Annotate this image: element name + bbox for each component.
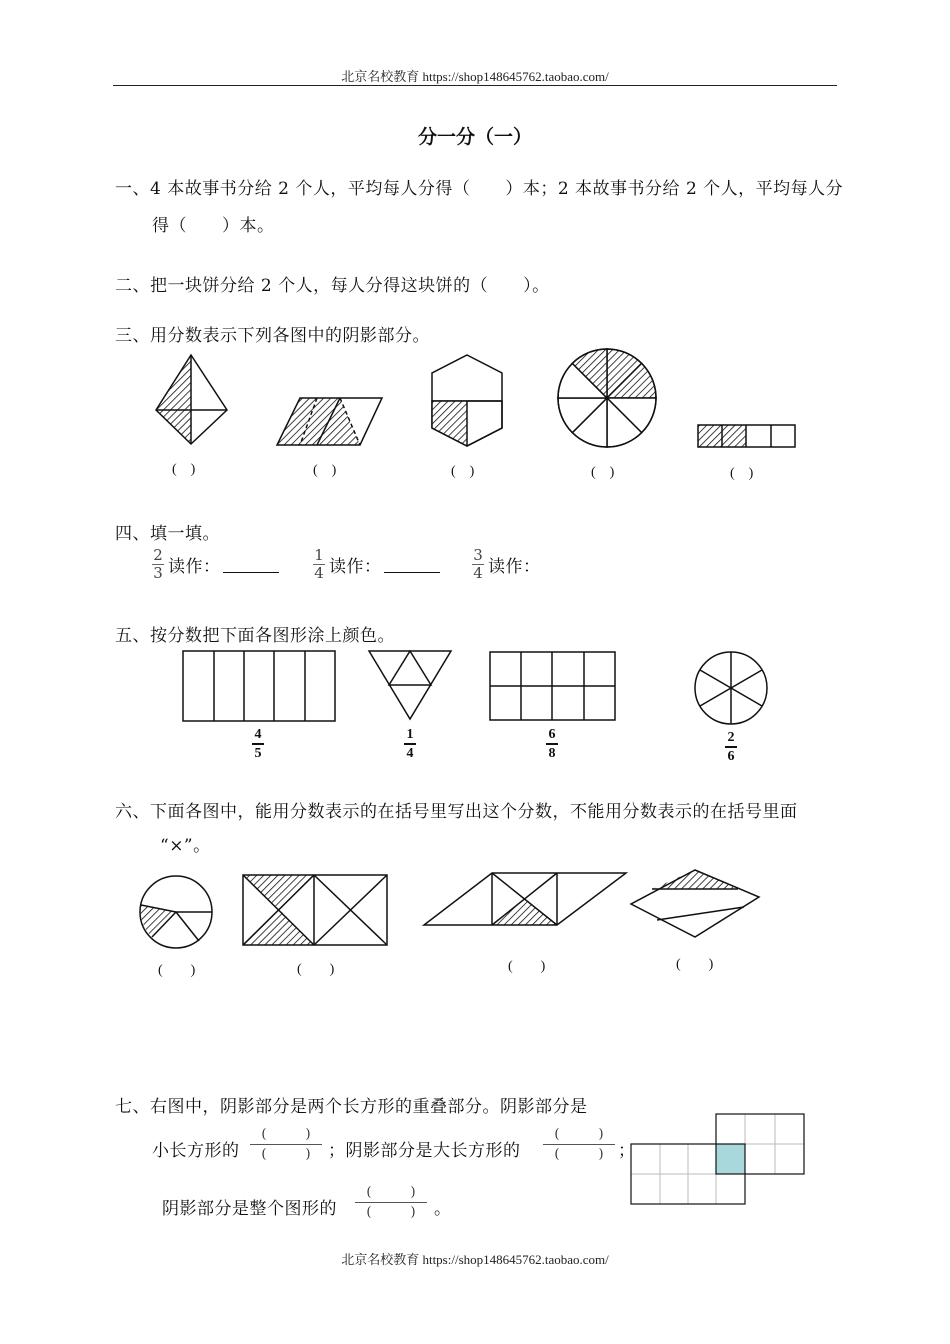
page-title: 分一分（一） [417, 126, 532, 148]
q5-figure-rect-5 [183, 651, 335, 721]
q3-answer-5[interactable]: ( ) [730, 466, 754, 481]
circle-sector [607, 363, 656, 398]
q5-figure-rect-8 [490, 652, 615, 720]
q7-part1: 小长方形的 [152, 1141, 240, 1161]
q6-figure-rhombus [631, 870, 759, 937]
q7-figure-overlap [631, 1114, 804, 1204]
circle-sector [572, 398, 607, 447]
page-footer: 北京名校教育 https://shop148645762.taobao.com/ [341, 1252, 609, 1267]
q4-item-3 [472, 547, 541, 582]
q4-item-1 [152, 547, 279, 582]
q5-fraction-1: 4 5 [252, 727, 264, 761]
q7-blank-fraction-2[interactable]: ( ) ( ) [543, 1127, 615, 1162]
q6-figure-parallelogram [424, 873, 626, 925]
q5-fraction-3: 6 8 [546, 727, 558, 761]
question-6-line1: 六、下面各图中，能用分数表示的在括号里写出这个分数，不能用分数表示的在括号里面 [115, 802, 798, 822]
q4-fraction-1: $\frac{2}{3}$ [153, 546, 163, 582]
header-rule [113, 85, 837, 86]
question-1-line2: 得（ ）本。 [152, 216, 275, 236]
q5-fraction-4: 2 6 [725, 730, 737, 764]
q3-figure-circle [558, 349, 656, 447]
question-2: 二、把一块饼分给 2 个人，每人分得这块饼的（ ）。 [115, 276, 550, 296]
q5-figure-triangle-4 [369, 651, 451, 719]
q7-blank-fraction-3[interactable]: ( ) ( ) [355, 1185, 427, 1220]
q3-figure-hexagon [432, 355, 502, 446]
q4-label-3: 读作： [488, 557, 541, 577]
question-3: 三、用分数表示下列各图中的阴影部分。 [115, 326, 430, 346]
q7-semicolon: ； [618, 1141, 636, 1161]
q7-end: 。 [434, 1199, 452, 1219]
q3-answer-1[interactable]: ( ) [172, 462, 196, 477]
circle-sector [572, 349, 607, 398]
question-7: 七、右图中，阴影部分是两个长方形的重叠部分。阴影部分是 [115, 1097, 588, 1117]
q6-figure-circle [140, 876, 212, 948]
q6-answer-1[interactable]: ( ) [158, 963, 196, 978]
page-header: 北京名校教育 https://shop148645762.taobao.com/ [341, 69, 609, 84]
q4-fraction-2: $\frac{1}{4}$ [314, 546, 324, 582]
q5-fraction-2: 1 4 [404, 727, 416, 761]
q3-figure-parallelogram [277, 398, 382, 445]
question-5: 五、按分数把下面各图形涂上颜色。 [115, 626, 395, 646]
circle-outline [558, 349, 656, 447]
q4-fraction-3: $\frac{3}{4}$ [473, 546, 483, 582]
q5-figure-circle-6 [695, 652, 767, 724]
q7-part2: ；阴影部分是大长方形的 [328, 1141, 521, 1161]
q4-blank-2[interactable] [384, 572, 440, 573]
q6-answer-3[interactable]: ( ) [508, 959, 546, 974]
q3-figure-kite [156, 355, 227, 444]
q6-answer-2[interactable]: ( ) [297, 962, 335, 977]
circle-sector [558, 363, 607, 398]
q4-label-1: 读作： [168, 557, 221, 577]
q3-answer-4[interactable]: ( ) [591, 465, 615, 480]
question-1-line1: 一、4 本故事书分给 2 个人，平均每人分得（ ）本；2 本故事书分给 2 个人，平均每人分 [115, 179, 844, 199]
circle-sector [607, 398, 642, 447]
q3-answer-2[interactable]: ( ) [313, 463, 337, 478]
q4-label-2: 读作： [329, 557, 382, 577]
q3-answer-3[interactable]: ( ) [451, 464, 475, 479]
q3-figure-bar [698, 425, 795, 447]
q7-blank-fraction-1[interactable]: ( ) ( ) [250, 1127, 322, 1162]
q4-blank-1[interactable] [223, 572, 279, 573]
q6-figure-rectangle [243, 875, 387, 945]
q7-part3: 阴影部分是整个图形的 [162, 1199, 337, 1219]
question-4: 四、填一填。 [115, 524, 220, 544]
circle-sector [607, 398, 656, 433]
q6-answer-4[interactable]: ( ) [676, 957, 714, 972]
circle-sector [558, 398, 607, 433]
question-6-line2: “×”。 [160, 836, 211, 856]
circle-sector [607, 349, 642, 398]
q4-item-2 [313, 547, 440, 582]
